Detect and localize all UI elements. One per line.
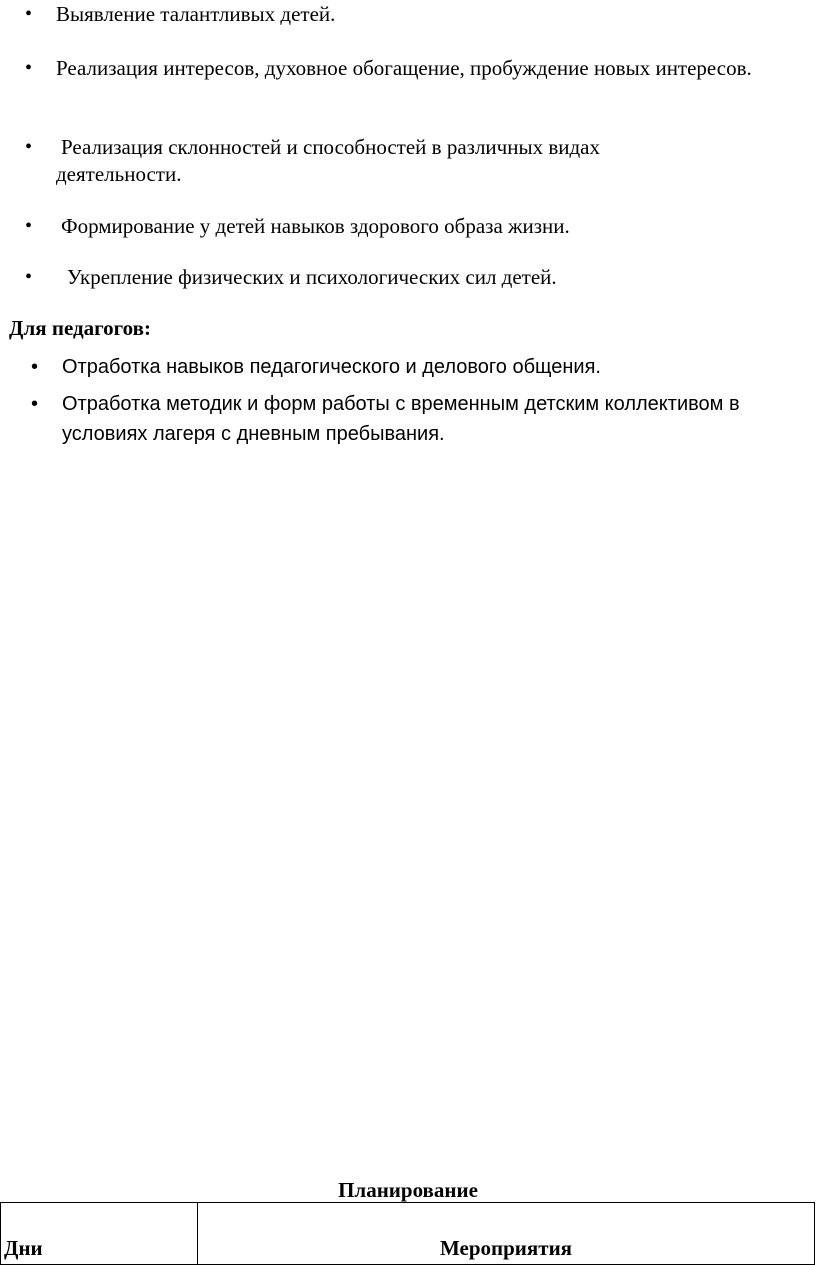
bullet: • — [31, 356, 39, 378]
column-header-days: Дни — [1, 1203, 198, 1265]
list-item-text: Реализация интересов, духовное обогащение, пробуждение новых интересов. — [56, 56, 752, 80]
list-item-text: Выявление талантливых детей. — [56, 2, 336, 26]
planning-title: Планирование — [338, 1178, 478, 1202]
bullet: • — [25, 57, 33, 79]
teachers-heading: Для педагогов: — [9, 316, 151, 340]
column-header-events: Мероприятия — [198, 1203, 815, 1265]
bullet: • — [25, 136, 33, 158]
bullet: • — [25, 266, 33, 288]
list-item-text: Отработка навыков педагогического и делового общения. — [62, 356, 601, 378]
bullet: • — [25, 215, 33, 237]
list-item-text: Отработка методик и форм работы с временным детским коллективом в условиях лагеря с дневным пребывания. — [62, 393, 740, 445]
bullet: • — [31, 393, 39, 415]
list-item-text: Формирование у детей навыков здорового образа жизни. — [61, 214, 570, 238]
bullet: • — [25, 3, 33, 25]
list-item-text: Укрепление физических и психологических сил детей. — [67, 265, 557, 289]
list-item-text: Реализация склонностей и способностей в различных видах деятельности. — [56, 135, 600, 186]
planning-table — [0, 1202, 815, 1265]
table-header-row — [1, 1203, 815, 1265]
